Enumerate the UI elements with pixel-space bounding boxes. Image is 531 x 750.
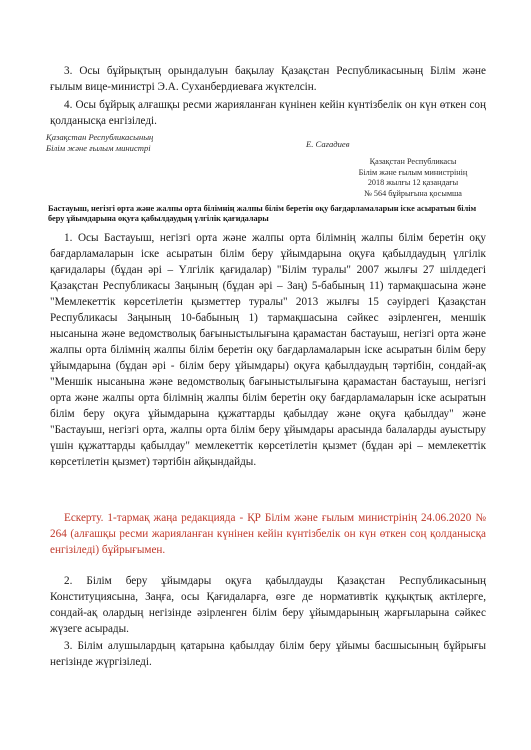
approval-line1: Қазақстан Республикасы — [369, 157, 457, 166]
approval-line2: Білім және ғылым министрінің — [358, 167, 468, 177]
signature-position-line2: Білім және ғылым министрі — [46, 143, 151, 153]
section-1-paragraph: 1. Осы Бастауыш, негізгі орта және жалпы орта білімнің жалпы білім беретін оқу бағдарламаларын іске асыратын білім беру ұйымдарына оқуға қабылдаудың үлгілік қағидалары (бұдан әрі – Үлгілік қағидалар) "Білім туралы" 2007 жылғы 27 шілдедегі Қазақстан Республикасы Заңының (бұдан әрі – Заң) 5-бабының 11) тармақшасына және "Мемлекеттік көрсетілетін қызметтер туралы" 2013 жылғы 15 сәуірдегі Қазақстан Республикасы Заңының 10-бабының 1) тармақшасына сәйкес әзірленген, меншік нысанына және ведомстволық бағыныстылығына қарамастан бастауыш, негізгі орта және жалпы орта білімнің жалпы білім беретін оқу бағдарламаларын іске асыратын білім беру ұйымдарына (бұдан әрі - білім беру ұйымдары) оқуға қабылдаудың тәртібін, сондай-ақ "Меншік нысанына және ведомстволық бағыныстылығына қарамастан бастауыш, негізгі орта және жалпы орта білімнің жалпы білім беретін оқу бағдарламаларын іске асыратын білім беру оқуға ұйымдарына құжаттарды қабылдау және оқуға қабылдау" және "Бастауыш, негізгі орта, жалпы орта білім беру ұйымдары арасында балаларды ауыстыру үшін құжаттарды қабылдау" мемлекеттік көрсетілетін қызмет (бұдан әрі – мемлекеттік көрсетілетін қызмет) тәртібін айқындайды. — [50, 232, 486, 468]
approval-line3: 2018 жылғы 12 қазандағы — [367, 178, 459, 188]
amendment-note[interactable]: Ескерту. 1-тармақ жаңа редакцияда - ҚР Білім және ғылым министрінің 24.06.2020 № 264 (алғашқы ресми жарияланған күнінен кейін күнтізбелік он күн өткен соң қолданысқа енгізіледі) бұйрығымен. — [50, 512, 486, 556]
approval-block — [338, 157, 488, 199]
section-2-paragraph: 2. Білім беру ұйымдары оқуға қабылдауды Қазақстан Республикасының Конституциясына, Заңға, осы Қағидаларға, өзге де нормативтік құқықтық актілерге, сондай-ақ олардың негізінде әзірленген білім беру ұйымдарының жарғыларына сәйкес жүзеге асырады. — [50, 575, 486, 635]
approval-line4: № 564 бұйрығына қосымша — [364, 188, 462, 198]
section-3-paragraph: 3. Білім алушылардың қатарына қабылдау білім беру ұйымы басшысының бұйрығы негізінде жүргізіледі. — [50, 640, 486, 668]
intro-paragraph-4: 4. Осы бұйрық алғашқы ресми жарияланған күнінен кейін күнтізбелік он күн өткен соң қолданысқа енгізіледі. — [50, 99, 486, 127]
intro-paragraph-3: 3. Осы бұйрықтың орындалуын бақылау Қазақстан Республикасының Білім және ғылым вице-министрі Э.А. Суханбердиеваға жүктелсін. — [50, 65, 486, 93]
signature-position — [46, 132, 153, 154]
signature-position-line1: Қазақстан Республикасының — [46, 132, 154, 142]
document-title: Бастауыш, негізгі орта және жалпы орта білімнің жалпы білім беретін оқу бағдарламаларын іске асыратын білім беру ұйымдарына оқуға қабылдаудың үлгілік қағидалары — [48, 204, 477, 224]
signature-name: Е. Сағадиев — [306, 139, 350, 149]
